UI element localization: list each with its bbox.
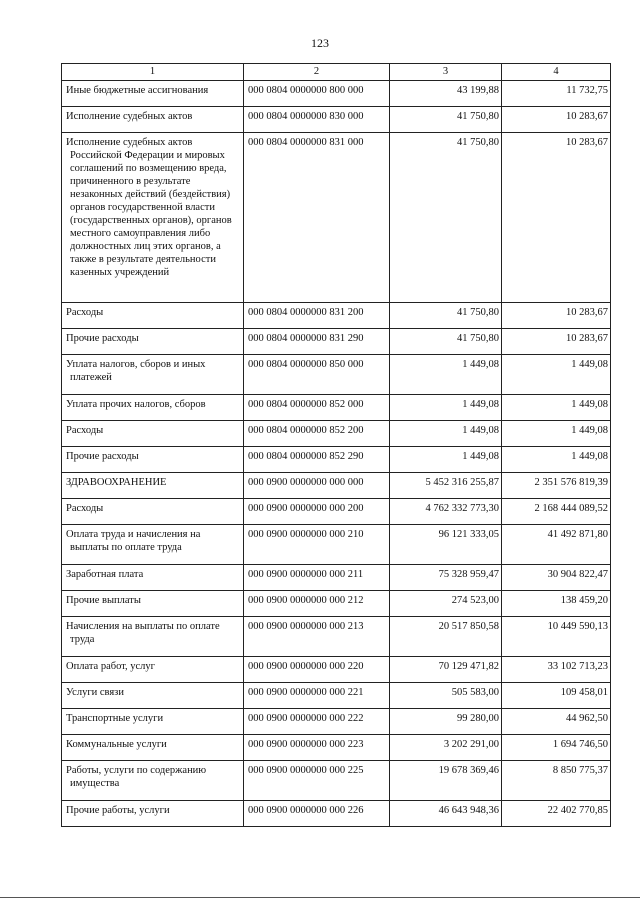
row-code: 000 0900 0000000 000 200 <box>244 499 390 525</box>
row-code: 000 0900 0000000 000 222 <box>244 709 390 735</box>
budget-table <box>61 63 611 827</box>
table-row <box>62 421 611 447</box>
row-name-cell <box>62 565 244 591</box>
row-name-cell <box>62 447 244 473</box>
row-value-col3: 4 762 332 773,30 <box>390 499 502 525</box>
table-row <box>62 801 611 827</box>
table-row <box>62 709 611 735</box>
table-row <box>62 683 611 709</box>
row-name: Исполнение судебных актов Российской Федерации и мировых соглашений по возмещению вреда, причиненного в результате незаконных действий (бездействия) органов государственной власти (государственных органов), органов местного самоуправления либо должностных лиц этих органов, а также в результате деятельности казенных учреждений <box>66 137 232 278</box>
table-row <box>62 591 611 617</box>
row-value-col3: 19 678 369,46 <box>390 761 502 801</box>
row-value-col4: 33 102 713,23 <box>502 657 611 683</box>
row-value-col4: 22 402 770,85 <box>502 801 611 827</box>
table-row <box>62 499 611 525</box>
row-code: 000 0804 0000000 831 000 <box>244 133 390 303</box>
row-value-col4: 10 449 590,13 <box>502 617 611 657</box>
table-row <box>62 329 611 355</box>
row-code: 000 0900 0000000 000 211 <box>244 565 390 591</box>
row-name-cell <box>62 329 244 355</box>
row-value-col3: 1 449,08 <box>390 447 502 473</box>
row-name: Прочие расходы <box>66 333 139 344</box>
row-value-col4: 1 694 746,50 <box>502 735 611 761</box>
row-value-col3: 3 202 291,00 <box>390 735 502 761</box>
page-number: 123 <box>311 36 329 50</box>
row-name-cell <box>62 761 244 801</box>
row-code: 000 0900 0000000 000 212 <box>244 591 390 617</box>
table-row <box>62 355 611 395</box>
row-value-col4: 30 904 822,47 <box>502 565 611 591</box>
row-value-col3: 1 449,08 <box>390 421 502 447</box>
row-value-col3: 505 583,00 <box>390 683 502 709</box>
table-row <box>62 81 611 107</box>
row-value-col4: 2 168 444 089,52 <box>502 499 611 525</box>
row-name-cell <box>62 617 244 657</box>
table-row <box>62 657 611 683</box>
row-value-col4: 8 850 775,37 <box>502 761 611 801</box>
row-value-col3: 41 750,80 <box>390 303 502 329</box>
row-name-cell <box>62 303 244 329</box>
row-code: 000 0804 0000000 800 000 <box>244 81 390 107</box>
column-header-4: 4 <box>502 64 611 81</box>
row-value-col4: 1 449,08 <box>502 447 611 473</box>
row-value-col4: 10 283,67 <box>502 107 611 133</box>
row-code: 000 0900 0000000 000 210 <box>244 525 390 565</box>
row-name: Прочие выплаты <box>66 595 141 606</box>
row-value-col3: 46 643 948,36 <box>390 801 502 827</box>
row-value-col4: 1 449,08 <box>502 355 611 395</box>
column-header-3: 3 <box>390 64 502 81</box>
row-value-col4: 44 962,50 <box>502 709 611 735</box>
row-name-cell <box>62 81 244 107</box>
row-name: Оплата работ, услуг <box>66 661 155 672</box>
row-name-cell <box>62 525 244 565</box>
row-code: 000 0804 0000000 852 000 <box>244 395 390 421</box>
row-name: Уплата налогов, сборов и иных платежей <box>66 359 206 383</box>
row-name: Услуги связи <box>66 687 124 698</box>
row-value-col3: 20 517 850,58 <box>390 617 502 657</box>
row-name: Оплата труда и начисления на выплаты по оплате труда <box>66 529 201 553</box>
table-row <box>62 395 611 421</box>
row-value-col4: 2 351 576 819,39 <box>502 473 611 499</box>
row-name-cell <box>62 591 244 617</box>
row-name: Транспортные услуги <box>66 713 164 724</box>
row-name: Начисления на выплаты по оплате труда <box>66 621 220 645</box>
row-code: 000 0900 0000000 000 213 <box>244 617 390 657</box>
row-name: Работы, услуги по содержанию имущества <box>66 765 207 789</box>
row-code: 000 0804 0000000 852 290 <box>244 447 390 473</box>
row-name-cell <box>62 735 244 761</box>
row-code: 000 0900 0000000 000 000 <box>244 473 390 499</box>
table-row <box>62 133 611 303</box>
row-value-col3: 41 750,80 <box>390 329 502 355</box>
row-code: 000 0900 0000000 000 221 <box>244 683 390 709</box>
table-row <box>62 107 611 133</box>
row-name: ЗДРАВООХРАНЕНИЕ <box>66 477 167 488</box>
table-row <box>62 617 611 657</box>
row-code: 000 0900 0000000 000 225 <box>244 761 390 801</box>
row-value-col3: 1 449,08 <box>390 395 502 421</box>
row-value-col3: 96 121 333,05 <box>390 525 502 565</box>
row-name-cell <box>62 133 244 303</box>
table-header-row <box>62 64 611 81</box>
row-code: 000 0804 0000000 852 200 <box>244 421 390 447</box>
table-row <box>62 735 611 761</box>
row-name-cell <box>62 499 244 525</box>
column-header-1: 1 <box>62 64 244 81</box>
row-name-cell <box>62 657 244 683</box>
row-value-col4: 11 732,75 <box>502 81 611 107</box>
row-value-col3: 1 449,08 <box>390 355 502 395</box>
row-value-col4: 138 459,20 <box>502 591 611 617</box>
row-code: 000 0900 0000000 000 220 <box>244 657 390 683</box>
table-row <box>62 447 611 473</box>
row-value-col3: 70 129 471,82 <box>390 657 502 683</box>
column-header-2: 2 <box>244 64 390 81</box>
row-name: Заработная плата <box>66 569 144 580</box>
row-value-col3: 5 452 316 255,87 <box>390 473 502 499</box>
table-body <box>62 81 611 827</box>
row-value-col3: 41 750,80 <box>390 133 502 303</box>
table-row <box>62 761 611 801</box>
row-value-col3: 99 280,00 <box>390 709 502 735</box>
row-value-col3: 41 750,80 <box>390 107 502 133</box>
row-name-cell <box>62 107 244 133</box>
row-value-col4: 41 492 871,80 <box>502 525 611 565</box>
table-row <box>62 525 611 565</box>
row-name: Расходы <box>66 503 104 514</box>
table-row <box>62 473 611 499</box>
row-name-cell <box>62 801 244 827</box>
row-value-col4: 10 283,67 <box>502 303 611 329</box>
row-name: Расходы <box>66 307 104 318</box>
row-name: Прочие работы, услуги <box>66 805 170 816</box>
row-code: 000 0900 0000000 000 226 <box>244 801 390 827</box>
row-value-col4: 109 458,01 <box>502 683 611 709</box>
row-name-cell <box>62 395 244 421</box>
row-code: 000 0804 0000000 850 000 <box>244 355 390 395</box>
row-value-col3: 274 523,00 <box>390 591 502 617</box>
page-bottom-edge <box>0 897 640 898</box>
row-name-cell <box>62 709 244 735</box>
row-value-col4: 10 283,67 <box>502 133 611 303</box>
row-name-cell <box>62 421 244 447</box>
row-name: Иные бюджетные ассигнования <box>66 85 209 96</box>
row-name-cell <box>62 355 244 395</box>
table-row <box>62 565 611 591</box>
row-code: 000 0804 0000000 830 000 <box>244 107 390 133</box>
row-name-cell <box>62 683 244 709</box>
row-value-col4: 1 449,08 <box>502 421 611 447</box>
row-name-cell <box>62 473 244 499</box>
row-name: Уплата прочих налогов, сборов <box>66 399 206 410</box>
row-name: Расходы <box>66 425 104 436</box>
row-value-col3: 43 199,88 <box>390 81 502 107</box>
row-code: 000 0804 0000000 831 290 <box>244 329 390 355</box>
row-name: Коммунальные услуги <box>66 739 167 750</box>
row-name: Прочие расходы <box>66 451 139 462</box>
row-code: 000 0900 0000000 000 223 <box>244 735 390 761</box>
row-value-col4: 1 449,08 <box>502 395 611 421</box>
row-name: Исполнение судебных актов <box>66 111 193 122</box>
row-value-col4: 10 283,67 <box>502 329 611 355</box>
row-code: 000 0804 0000000 831 200 <box>244 303 390 329</box>
table-row <box>62 303 611 329</box>
row-value-col3: 75 328 959,47 <box>390 565 502 591</box>
